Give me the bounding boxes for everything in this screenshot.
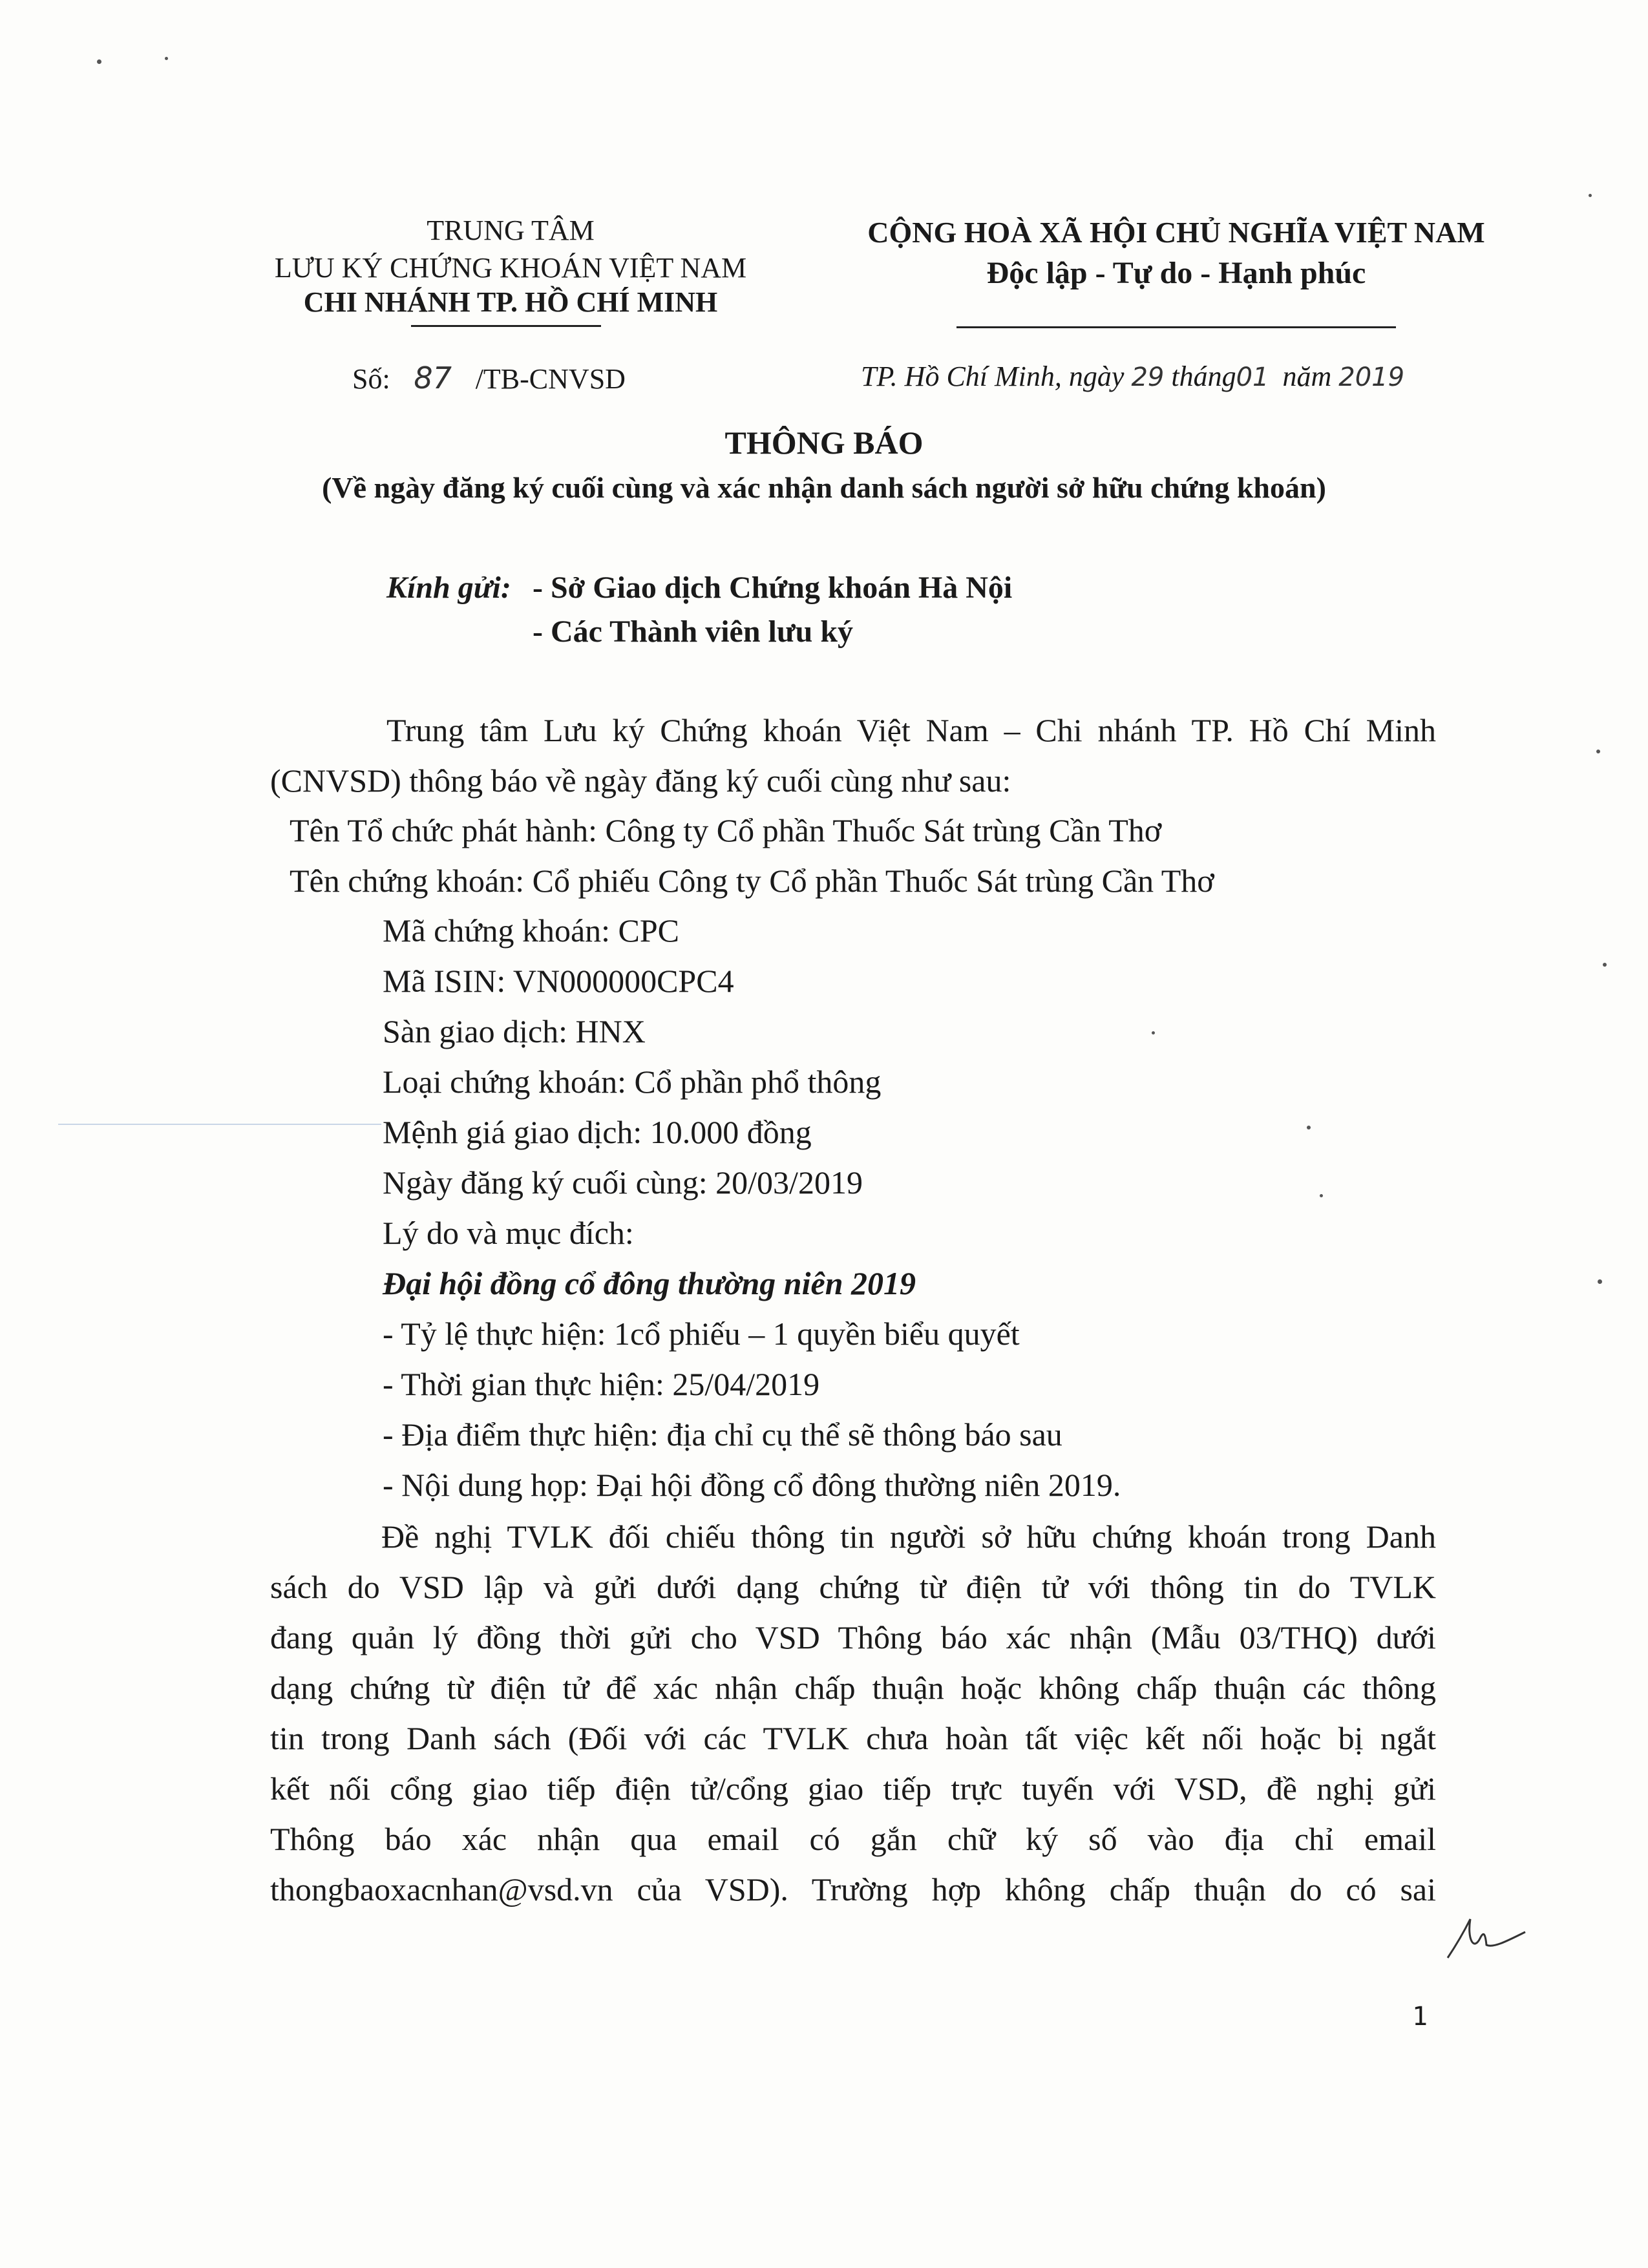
purpose-label: Lý do và mục đích:: [383, 1215, 634, 1251]
year-label: năm: [1282, 361, 1332, 392]
intro-line: (CNVSD) thông báo về ngày đăng ký cuối cùng như sau:: [270, 762, 1011, 799]
page-number: 1: [1412, 2002, 1428, 2032]
handwritten-number: 87: [414, 361, 452, 395]
record-date: Ngày đăng ký cuối cùng: 20/03/2019: [383, 1164, 863, 1201]
scan-speck: [165, 57, 168, 60]
scan-speck: [1320, 1194, 1323, 1197]
org-underline: [411, 325, 601, 327]
scan-streak: [58, 1124, 381, 1125]
request-line: kết nối cổng giao tiếp điện tử/cổng giao tiếp trực tuyến với VSD, đề nghị gửi: [270, 1770, 1436, 1807]
document-subtitle: (Về ngày đăng ký cuối cùng và xác nhận danh sách người sở hữu chứng khoán): [322, 471, 1326, 504]
document-number: [352, 359, 626, 399]
intro-line: Trung tâm Lưu ký Chứng khoán Việt Nam – Chi nhánh TP. Hồ Chí Minh: [386, 712, 1436, 748]
request-line: tin trong Danh sách (Đối với các TVLK chưa hoàn tất việc kết nối hoặc bị ngắt: [270, 1720, 1436, 1756]
request-line: sách do VSD lập và gửi dưới dạng chứng từ điện tử với thông tin do TVLK: [270, 1569, 1436, 1605]
scan-speck: [1596, 750, 1600, 753]
number-suffix: /TB-CNVSD: [475, 363, 626, 395]
request-line: đang quản lý đồng thời gửi cho VSD Thông báo xác nhận (Mẫu 03/THQ) dưới: [270, 1619, 1436, 1655]
recipient-members: - Các Thành viên lưu ký: [533, 614, 854, 649]
number-label: Số:: [352, 363, 390, 395]
meeting-time: - Thời gian thực hiện: 25/04/2019: [383, 1366, 820, 1402]
ticker: Mã chứng khoán: CPC: [383, 912, 680, 949]
recipient-hnx: - Sở Giao dịch Chứng khoán Hà Nội: [533, 571, 1013, 605]
org-name-line1: TRUNG TÂM: [427, 215, 595, 246]
handwritten-month: 01: [1236, 362, 1269, 392]
handwritten-day: 29: [1131, 362, 1165, 392]
meeting-content: - Nội dung họp: Đại hội đồng cổ đông thường niên 2019.: [383, 1467, 1121, 1503]
meeting-venue: - Địa điểm thực hiện: địa chỉ cụ thể sẽ thông báo sau: [383, 1416, 1062, 1453]
scan-speck: [1598, 1279, 1602, 1284]
recipients-label: Kính gửi:: [386, 571, 511, 605]
request-line: dạng chứng từ điện tử để xác nhận chấp thuận hoặc không chấp thuận các thông: [270, 1670, 1436, 1706]
country-name: CỘNG HOÀ XÃ HỘI CHỦ NGHĨA VIỆT NAM: [867, 216, 1485, 249]
document-date: [861, 357, 1404, 397]
scan-speck: [1307, 1126, 1311, 1129]
exchange: Sàn giao dịch: HNX: [383, 1013, 646, 1049]
isin-code: Mã ISIN: VN000000CPC4: [383, 963, 734, 999]
event-title: Đại hội đồng cổ đông thường niên 2019: [383, 1265, 916, 1301]
org-name-line3: CHI NHÁNH TP. HỒ CHÍ MINH: [303, 286, 718, 318]
scan-speck: [97, 59, 101, 64]
scan-speck: [1603, 963, 1607, 967]
handwritten-initials: [1435, 1913, 1538, 1971]
par-value: Mệnh giá giao dịch: 10.000 đồng: [383, 1114, 812, 1150]
scan-speck: [1589, 194, 1592, 197]
national-motto: Độc lập - Tự do - Hạnh phúc: [986, 256, 1366, 290]
month-label: tháng: [1171, 361, 1236, 392]
org-name-line2: LƯU KÝ CHỨNG KHOÁN VIỆT NAM: [274, 252, 747, 284]
security-name: Tên chứng khoán: Cổ phiếu Công ty Cổ phần Thuốc Sát trùng Cần Thơ: [290, 863, 1214, 899]
handwritten-year: 2019: [1338, 362, 1405, 392]
security-type: Loại chứng khoán: Cổ phần phổ thông: [383, 1064, 882, 1100]
date-prefix: TP. Hồ Chí Minh, ngày: [861, 361, 1125, 392]
ratio: - Tỷ lệ thực hiện: 1cổ phiếu – 1 quyền biểu quyết: [383, 1316, 1020, 1352]
issuer-name: Tên Tổ chức phát hành: Công ty Cổ phần Thuốc Sát trùng Cần Thơ: [290, 812, 1162, 848]
document-title: THÔNG BÁO: [724, 425, 924, 461]
scan-speck: [1152, 1031, 1155, 1034]
motto-underline: [956, 326, 1396, 328]
request-line: thongbaoxacnhan@vsd.vn của VSD). Trường hợp không chấp thuận do có sai: [270, 1871, 1436, 1907]
request-line: Thông báo xác nhận qua email có gắn chữ ký số vào địa chỉ email: [270, 1821, 1436, 1857]
request-line: Đề nghị TVLK đối chiếu thông tin người sở hữu chứng khoán trong Danh: [381, 1518, 1436, 1555]
